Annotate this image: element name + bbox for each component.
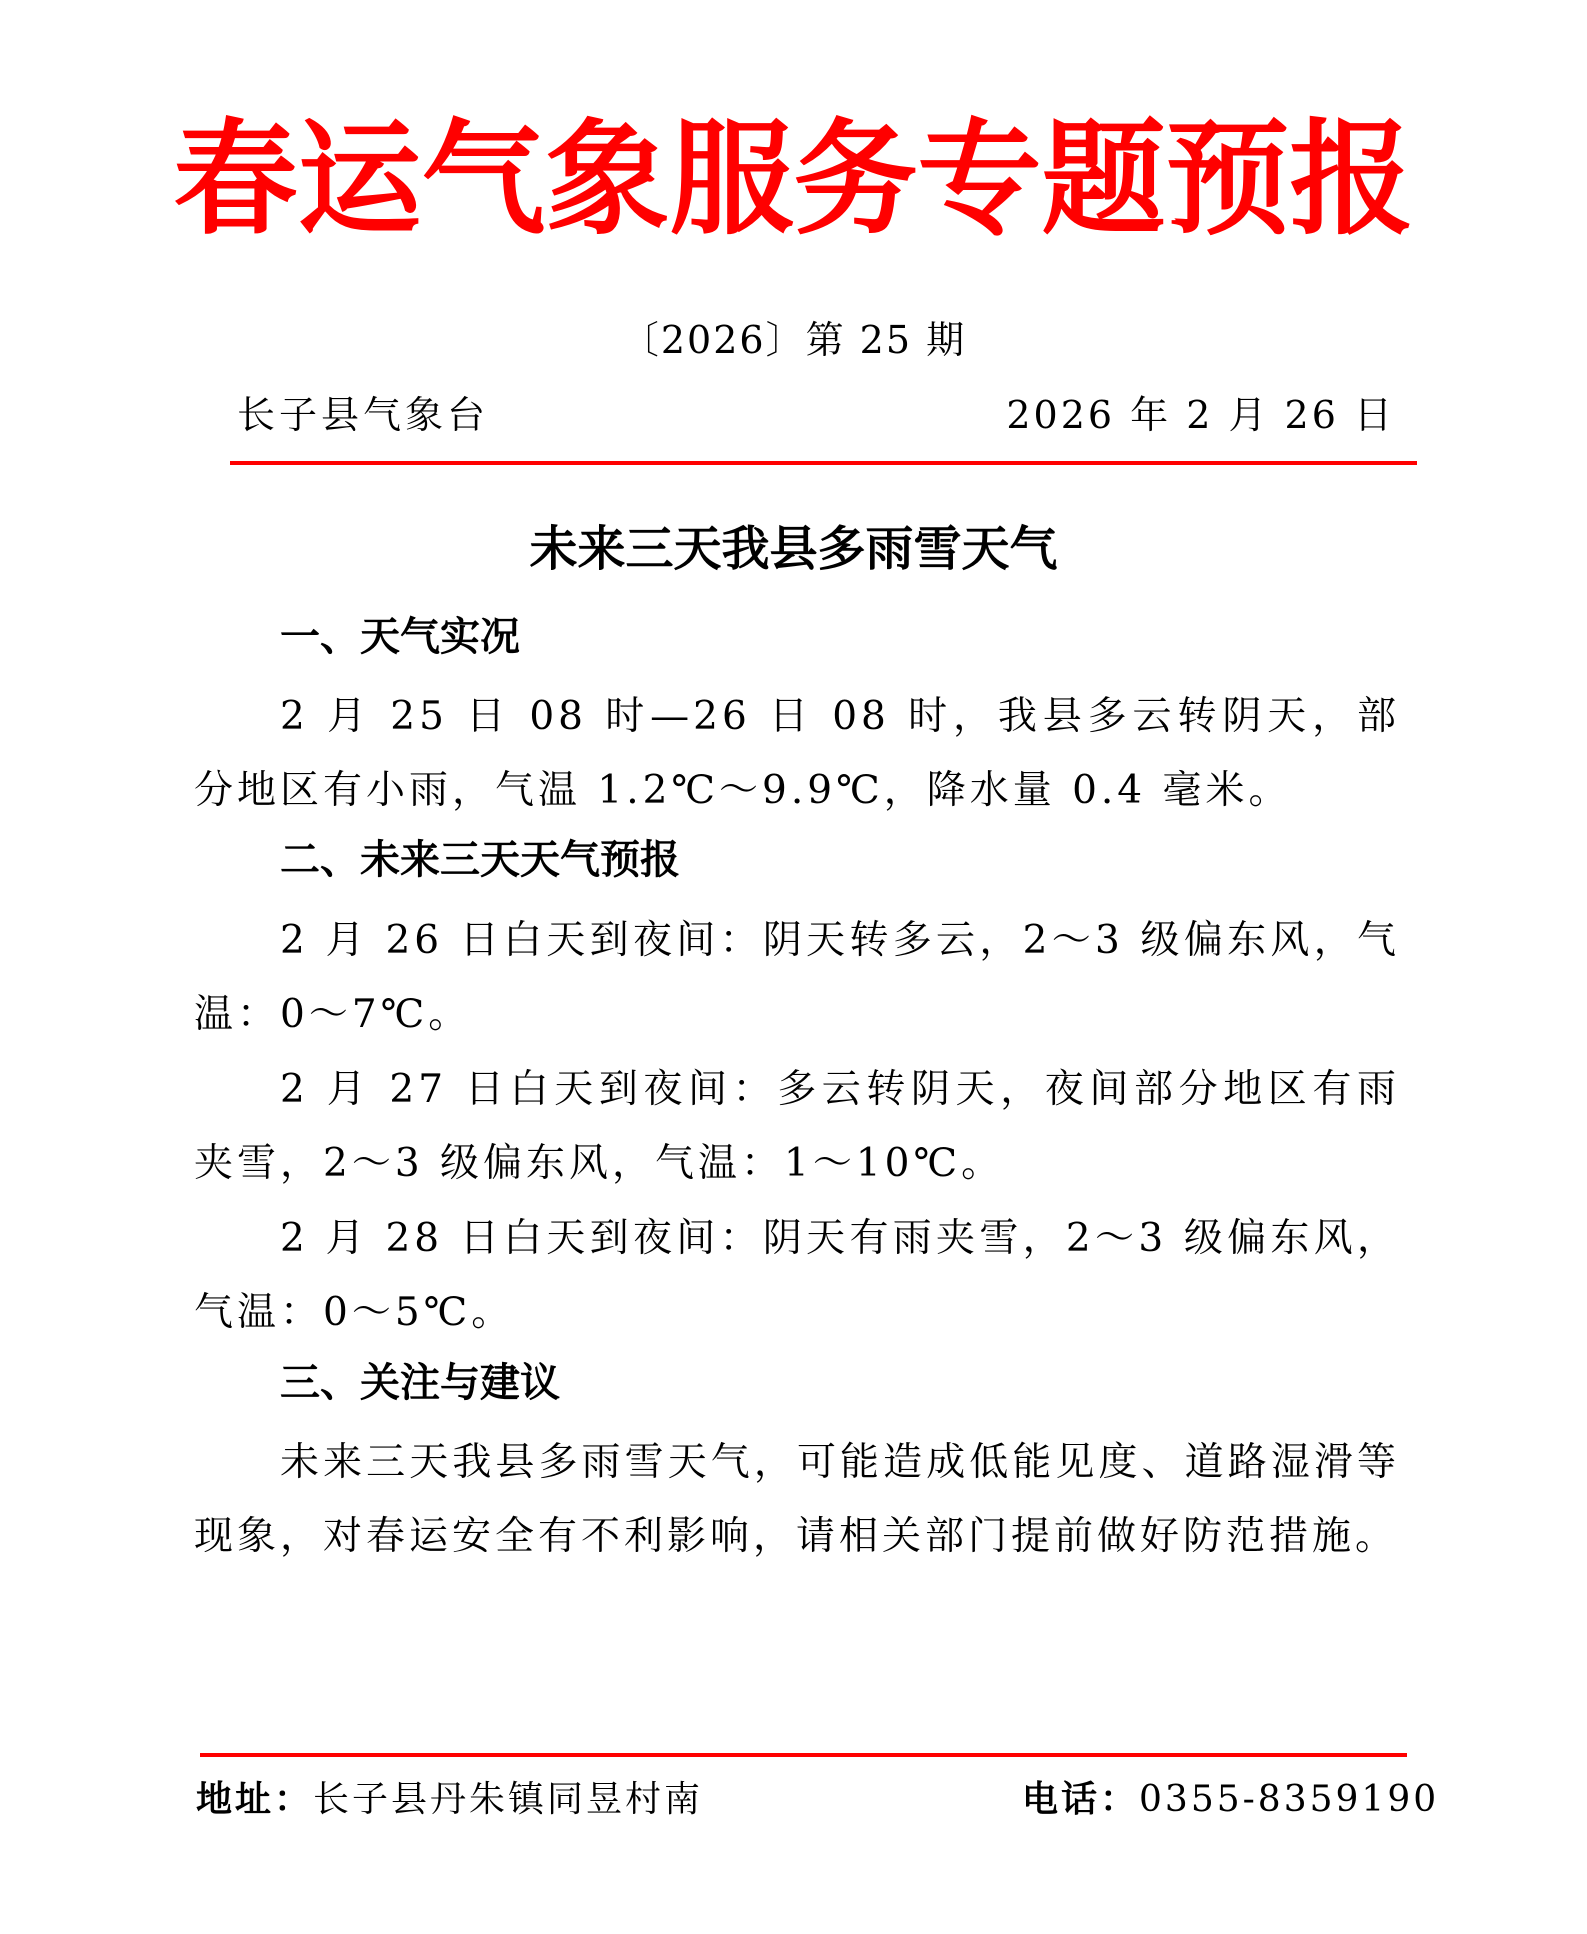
footer-address [196,1775,703,1825]
forecast-day-26: 2 月 26 日白天到夜间：阴天转多云，2～3 级偏东风，气温：0～7℃。 [194,918,1400,1037]
phone-value: 0355-8359190 [1139,1779,1440,1820]
address-label: 地址： [196,1779,314,1820]
footer-divider [200,1753,1407,1757]
masthead-title: 春运气象服务专题预报 [173,107,1414,252]
document-title: 未来三天我县多雨雪天气 [529,521,1058,577]
section-heading-forecast: 二、未来三天天气预报 [280,837,680,883]
header-divider [230,461,1417,465]
phone-label: 电话： [1022,1779,1140,1820]
issue-date: 2026 年 2 月 26 日 [1006,393,1395,437]
section-heading-advice: 三、关注与建议 [280,1360,560,1406]
forecast-day-27: 2 月 27 日白天到夜间：多云转阴天，夜间部分地区有雨夹雪，2～3 级偏东风，气温：1～10℃。 [194,1067,1400,1186]
address-value: 长子县丹朱镇同昱村南 [313,1779,704,1820]
section-paragraph-advice: 未来三天我县多雨雪天气，可能造成低能见度、道路湿滑等现象，对春运安全有不利影响，请相关部门提前做好防范措施。 [194,1440,1400,1559]
issuing-organization: 长子县气象台 [237,393,490,437]
section-heading-observations: 一、天气实况 [280,614,520,660]
forecast-day-28: 2 月 28 日白天到夜间：阴天有雨夹雪，2～3 级偏东风，气温：0～5℃。 [194,1216,1400,1335]
issue-number: 〔2026〕第 25 期 [620,318,967,362]
footer-phone [1022,1775,1439,1825]
section-paragraph-observations: 2 月 25 日 08 时—26 日 08 时，我县多云转阴天，部分地区有小雨，气温 1.2℃～9.9℃，降水量 0.4 毫米。 [194,694,1400,813]
